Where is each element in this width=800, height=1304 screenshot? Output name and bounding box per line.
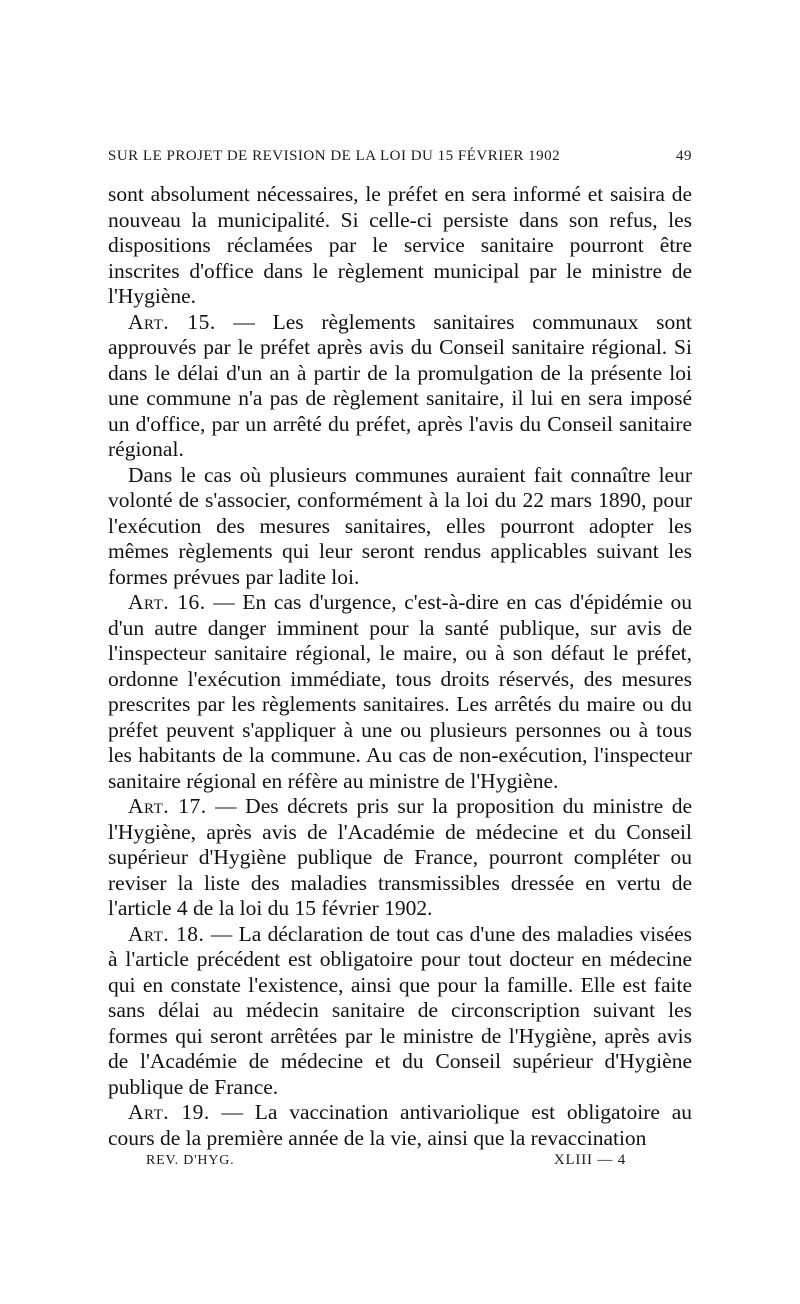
article-text: — Les règlements sanitaires communaux sont approuvés par le préfet après avis du Conseil sanitaire régional. Si dans le délai d'un an à partir de la promulgation de la présente loi une commune n'a pas de règlement sanitaire, il lui en sera imposé un d'office, par un arrêté du préfet, après l'avis du Conseil sanitaire régional. [108, 309, 693, 461]
running-header [108, 148, 692, 168]
article-text: — En cas d'urgence, c'est-à-dire en cas d'épidémie ou d'un autre danger imminent pour la santé publique, sur avis de l'inspecteur sanitaire régional, le maire, ou à son défaut le préfet, ordonne l'exécution immédiate, tous droits réservés, des mesures prescrites par les règlements sanitaires. Les arrêtés du maire ou du préfet peuvent s'appliquer à une ou plusieurs personnes ou à tous les habitants de la commune. Au cas de non-exécution, l'inspecteur sanitaire régional en réfère au ministre de l'Hygiène. [108, 590, 692, 793]
running-title: SUR LE PROJET DE REVISION DE LA LOI DU 15 FÉVRIER 1902 [108, 148, 561, 164]
article-label: Art. 18. [128, 921, 205, 946]
article-label: Art. 16. [128, 590, 206, 614]
signature-mark: XLIII — 4 [553, 1152, 626, 1168]
article-label: Art. 17. [128, 794, 207, 818]
body-text [108, 182, 692, 1151]
article-label: Art. 15. [128, 309, 216, 334]
article-16 [108, 590, 692, 794]
paragraph-continued [108, 182, 692, 310]
page-number: 49 [676, 148, 692, 164]
article-15 [108, 310, 692, 463]
paragraph-text: sont absolument nécessaires, le préfet en sera informé et saisira de nouveau la municipalité. Si celle-ci persiste dans son refus, les dispositions réclamées par le service sanitaire pourront être inscrites d'office dans le règlement municipal par le ministre de l'Hygiène. [108, 182, 692, 308]
article-text: — La déclaration de tout cas d'une des maladies visées à l'article précédent est obligatoire pour tout docteur en médecine qui en constate l'existence, ainsi que pour la famille. Elle est faite sans délai au médecin sanitaire de circonscription suivant les formes qui seront arrêtées par le ministre de l'Hygiène, après avis de l'Académie de médecine et du Conseil supérieur d'Hygiène publique de France. [108, 921, 692, 1099]
article-19 [108, 1100, 692, 1151]
article-label: Art. 19. [128, 1100, 210, 1124]
journal-abbreviation: REV. D'HYG. [146, 1153, 235, 1168]
article-text: — La vaccination antivariolique est obligatoire au cours de la première année de la vie, ainsi que la revaccination [108, 1100, 692, 1150]
article-18 [108, 922, 692, 1101]
article-17 [108, 794, 692, 922]
paragraph-text: Dans le cas où plusieurs communes auraient fait connaître leur volonté de s'associer, conformément à la loi du 22 mars 1890, pour l'exécution des mesures sanitaires, elles pourront adopter les mêmes règlements qui leur seront rendus applicables suivant les formes prévues par ladite loi. [108, 462, 692, 589]
page-footer [146, 1152, 626, 1174]
article-text: — Des décrets pris sur la proposition du ministre de l'Hygiène, après avis de l'Académie de médecine et du Conseil supérieur d'Hygiène publique de France, pourront compléter ou reviser la liste des maladies transmissibles dressée en vertu de l'article 4 de la loi du 15 février 1902. [108, 794, 693, 920]
article-15-paragraph-2 [108, 463, 692, 591]
